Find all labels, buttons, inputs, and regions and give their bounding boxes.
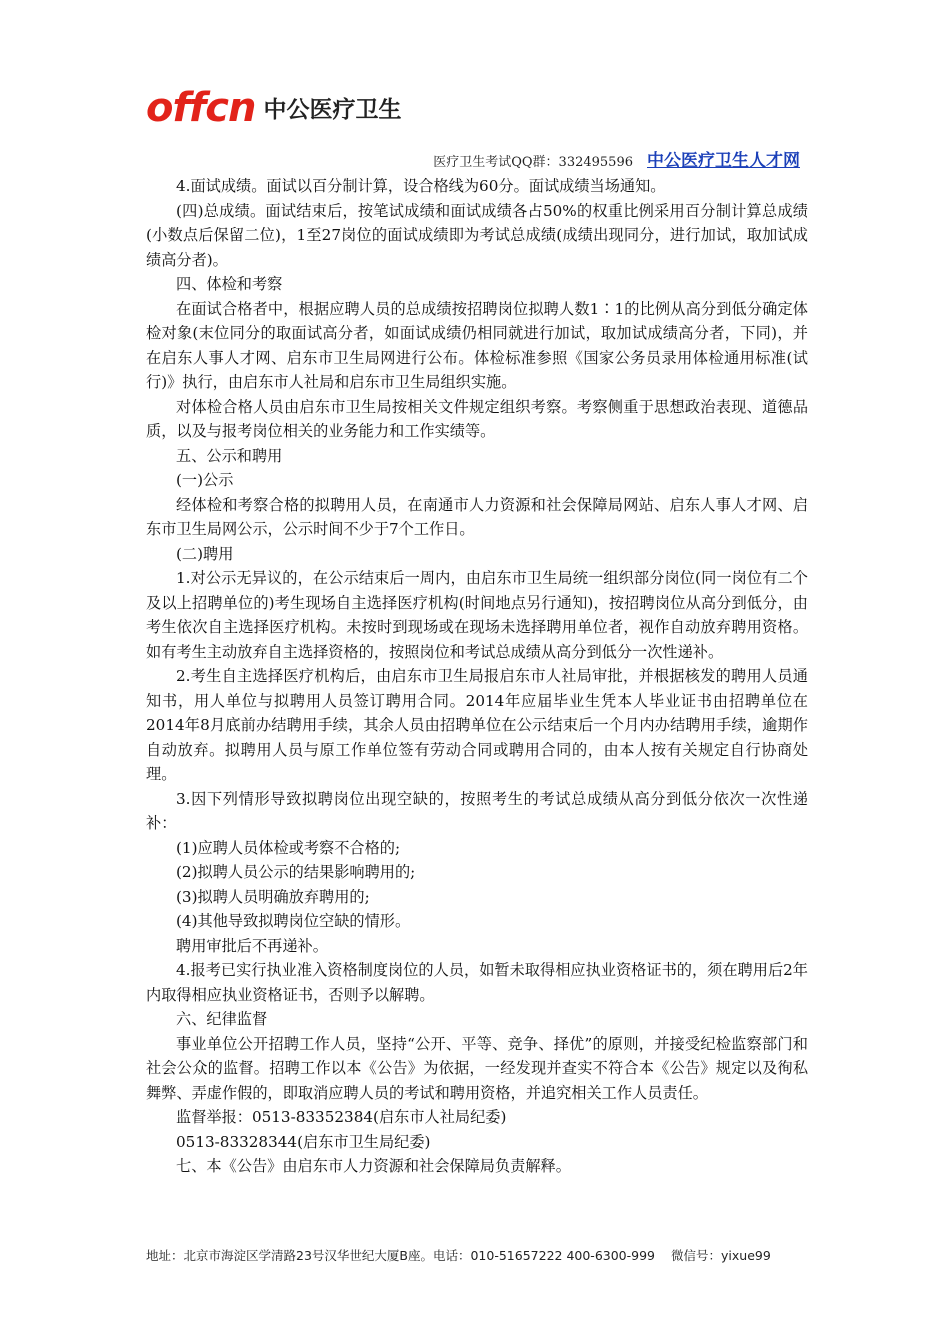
subsection-heading: (一)公示 (176, 471, 234, 489)
paragraph: 监督举报：0513-83352384(启东市人社局纪委) (176, 1108, 507, 1126)
paragraph: 4.报考已实行执业准入资格制度岗位的人员，如暂未取得相应执业资格证书的，须在聘用后2年内取得相应执业资格证书，否则予以解聘。 (146, 961, 808, 1004)
list-item: (4)其他导致拟聘岗位空缺的情形。 (176, 912, 411, 930)
paragraph: 事业单位公开招聘工作人员，坚持“公开、平等、竞争、择优”的原则，并接受纪检监察部门和社会公众的监督。招聘工作以本《公告》为依据，一经发现并查实不符合本《公告》规定以及徇私舞弊、弄虚作假的，即取消应聘人员的考试和聘用资格，并追究相关工作人员责任。 (146, 1034, 808, 1102)
section-heading: 四、体检和考察 (176, 275, 283, 293)
list-item: (3)拟聘人员明确放弃聘用的; (176, 887, 370, 906)
paragraph: 2.考生自主选择医疗机构后，由启东市卫生局报启东市人社局审批，并根据核发的聘用人员通知书，用人单位与拟聘用人员签订聘用合同。2014年应届毕业生凭本人毕业证书由招聘单位在2014年8月底前办结聘用手续，其余人员由招聘单位在公示结束后一个月内办结聘用手续，逾期作自动放弃。拟聘用人员与原工作单位签有劳动合同或聘用合同的，由本人按有关规定自行协商处理。 (146, 667, 808, 783)
paragraph: 对体检合格人员由启东市卫生局按相关文件规定组织考察。考察侧重于思想政治表现、道德品质，以及与报考岗位相关的业务能力和工作实绩等。 (146, 397, 808, 440)
paragraph: 聘用审批后不再递补。 (176, 936, 328, 955)
logo-text: 中公医疗卫生 (263, 97, 402, 123)
paragraph: 1.对公示无异议的，在公示结束后一周内，由启东市卫生局统一组织部分岗位(同一岗位有二个及以上招聘单位的)考生现场自主选择医疗机构(时间地点另行通知)，按招聘岗位从高分到低分，由考生依次自主选择医疗机构。未按时到现场或在现场未选择聘用单位者，视作自动放弃聘用资格。如有考生主动放弃自主选择资格的，按照岗位和考试总成绩从高分到低分一次性递补。 (146, 569, 808, 661)
paragraph: 在面试合格者中，根据应聘人员的总成绩按招聘岗位拟聘人数1∶1的比例从高分到低分确定体检对象(末位同分的取面试高分者，如面试成绩仍相同就进行加试，取加试成绩高分者，下同)，并在启东人事人才网、启东市卫生局网进行公布。体检标准参照《国家公务员录用体检通用标准(试行)》执行，由启东市人社局和启东市卫生局组织实施。 (146, 299, 808, 391)
logo-mark: offcn (146, 85, 256, 131)
section-heading: 五、公示和聘用 (176, 446, 283, 465)
paragraph: 3.因下列情形导致拟聘岗位出现空缺的，按照考生的考试总成绩从高分到低分依次一次性递补： (146, 789, 808, 832)
paragraph: 0513-83328344(启东市卫生局纪委) (176, 1132, 431, 1151)
document-body (146, 174, 808, 1179)
paragraph: (四)总成绩。面试结束后，按笔试成绩和面试成绩各占50%的权重比例采用百分制计算总成绩(小数点后保留二位)，1至27岗位的面试成绩即为考试总成绩(成绩出现同分，进行加试，取加试成绩高分者)。 (146, 201, 808, 269)
qq-group-text: 医疗卫生考试QQ群：332495596 (433, 155, 633, 170)
section-heading: 六、纪律监督 (176, 1010, 268, 1028)
paragraph: 4.面试成绩。面试以百分制计算，设合格线为60分。面试成绩当场通知。 (176, 177, 666, 195)
offcn-logo (146, 85, 402, 131)
page-footer (146, 1246, 808, 1264)
list-item: (2)拟聘人员公示的结果影响聘用的; (176, 863, 416, 881)
subsection-heading: (二)聘用 (176, 544, 234, 563)
footer-address: 地址：北京市海淀区学清路23号汉华世纪大厦B座。电话：010-51657222 400-6300-999 (146, 1248, 655, 1263)
footer-wechat: 微信号：yixue99 (671, 1248, 771, 1263)
site-link[interactable]: 中公医疗卫生人才网 (647, 151, 800, 171)
section-heading: 七、本《公告》由启东市人力资源和社会保障局负责解释。 (176, 1157, 571, 1175)
paragraph: 经体检和考察合格的拟聘用人员，在南通市人力资源和社会保障局网站、启东人事人才网、启东市卫生局网公示，公示时间不少于7个工作日。 (146, 495, 808, 538)
page-header (433, 146, 800, 171)
list-item: (1)应聘人员体检或考察不合格的; (176, 838, 401, 857)
